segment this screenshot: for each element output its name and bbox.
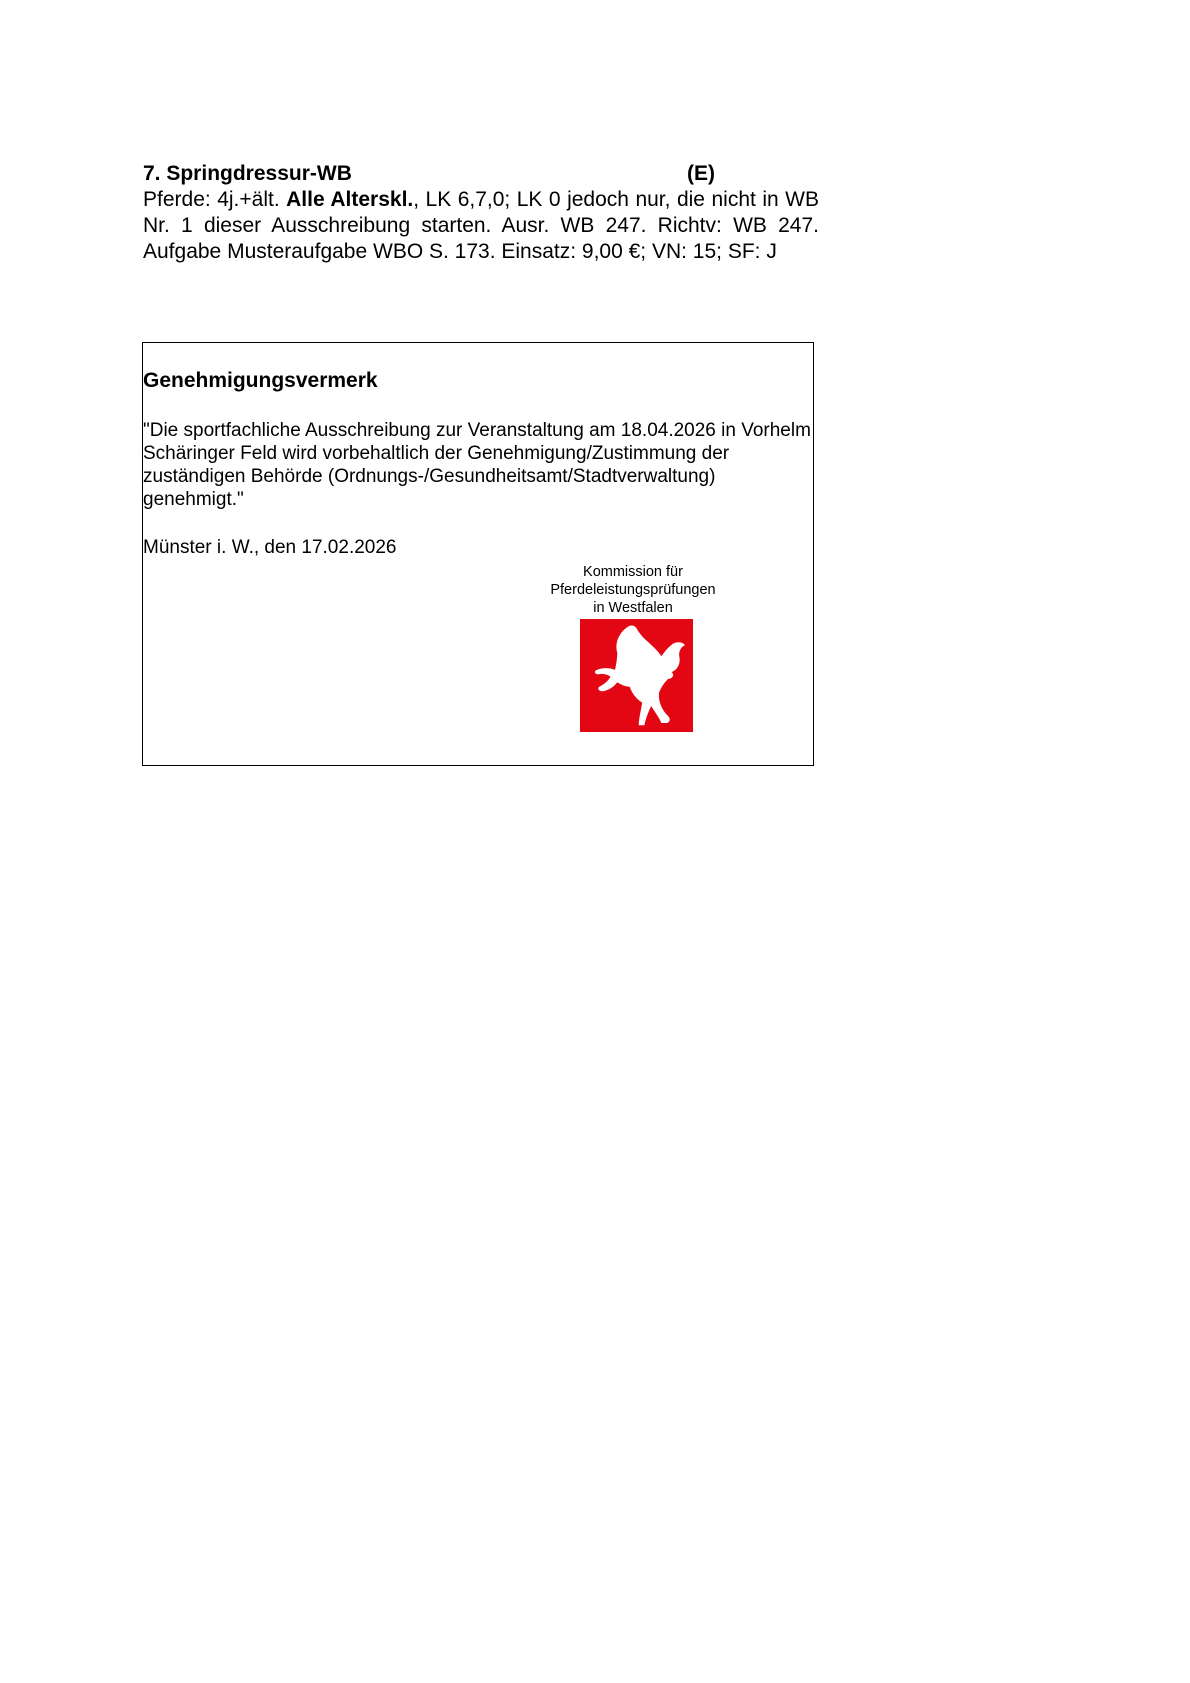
commission-seal bbox=[538, 563, 728, 732]
approval-text: "Die sportfachliche Ausschreibung zur Veranstaltung am 18.04.2026 in Vorhelm Schäringer Feld wird vorbehaltlich der Genehmigung/Zustimmung der zuständigen Behörde (Ordnungs-/Gesundheitsamt/Stadtverwaltung) genehmigt." bbox=[143, 420, 811, 510]
seal-caption-line2: Pferdeleistungsprüfungen bbox=[550, 582, 716, 598]
approval-place-date: Münster i. W., den 17.02.2026 bbox=[143, 537, 397, 558]
approval-heading: Genehmigungsvermerk bbox=[143, 369, 378, 392]
competition-title: 7. Springdressur-WB bbox=[143, 162, 352, 185]
competition-class: (E) bbox=[687, 162, 715, 185]
seal-caption bbox=[538, 563, 728, 617]
competition-text-rest: , LK 6,7,0; LK 0 jedoch nur, die nicht in WB Nr. 1 dieser Ausschreibung starten. Ausr. WB 247. Richtv: WB 247. Aufgabe Musteraufgabe WBO S. 173. Einsatz: 9,00 €; VN: 15; SF: J bbox=[143, 188, 819, 263]
competition-title-row bbox=[143, 160, 819, 187]
competition-text-prefix: Pferde: 4j.+ält. bbox=[143, 188, 287, 211]
approval-box bbox=[142, 342, 814, 766]
seal-caption-line1: Kommission für bbox=[583, 564, 683, 580]
competition-description bbox=[143, 187, 819, 265]
competition-text-bold: Alle Alterskl. bbox=[286, 188, 414, 211]
competition-entry bbox=[143, 160, 819, 265]
seal-caption-line3: in Westfalen bbox=[593, 600, 673, 616]
westphalian-horse-icon bbox=[580, 619, 693, 732]
